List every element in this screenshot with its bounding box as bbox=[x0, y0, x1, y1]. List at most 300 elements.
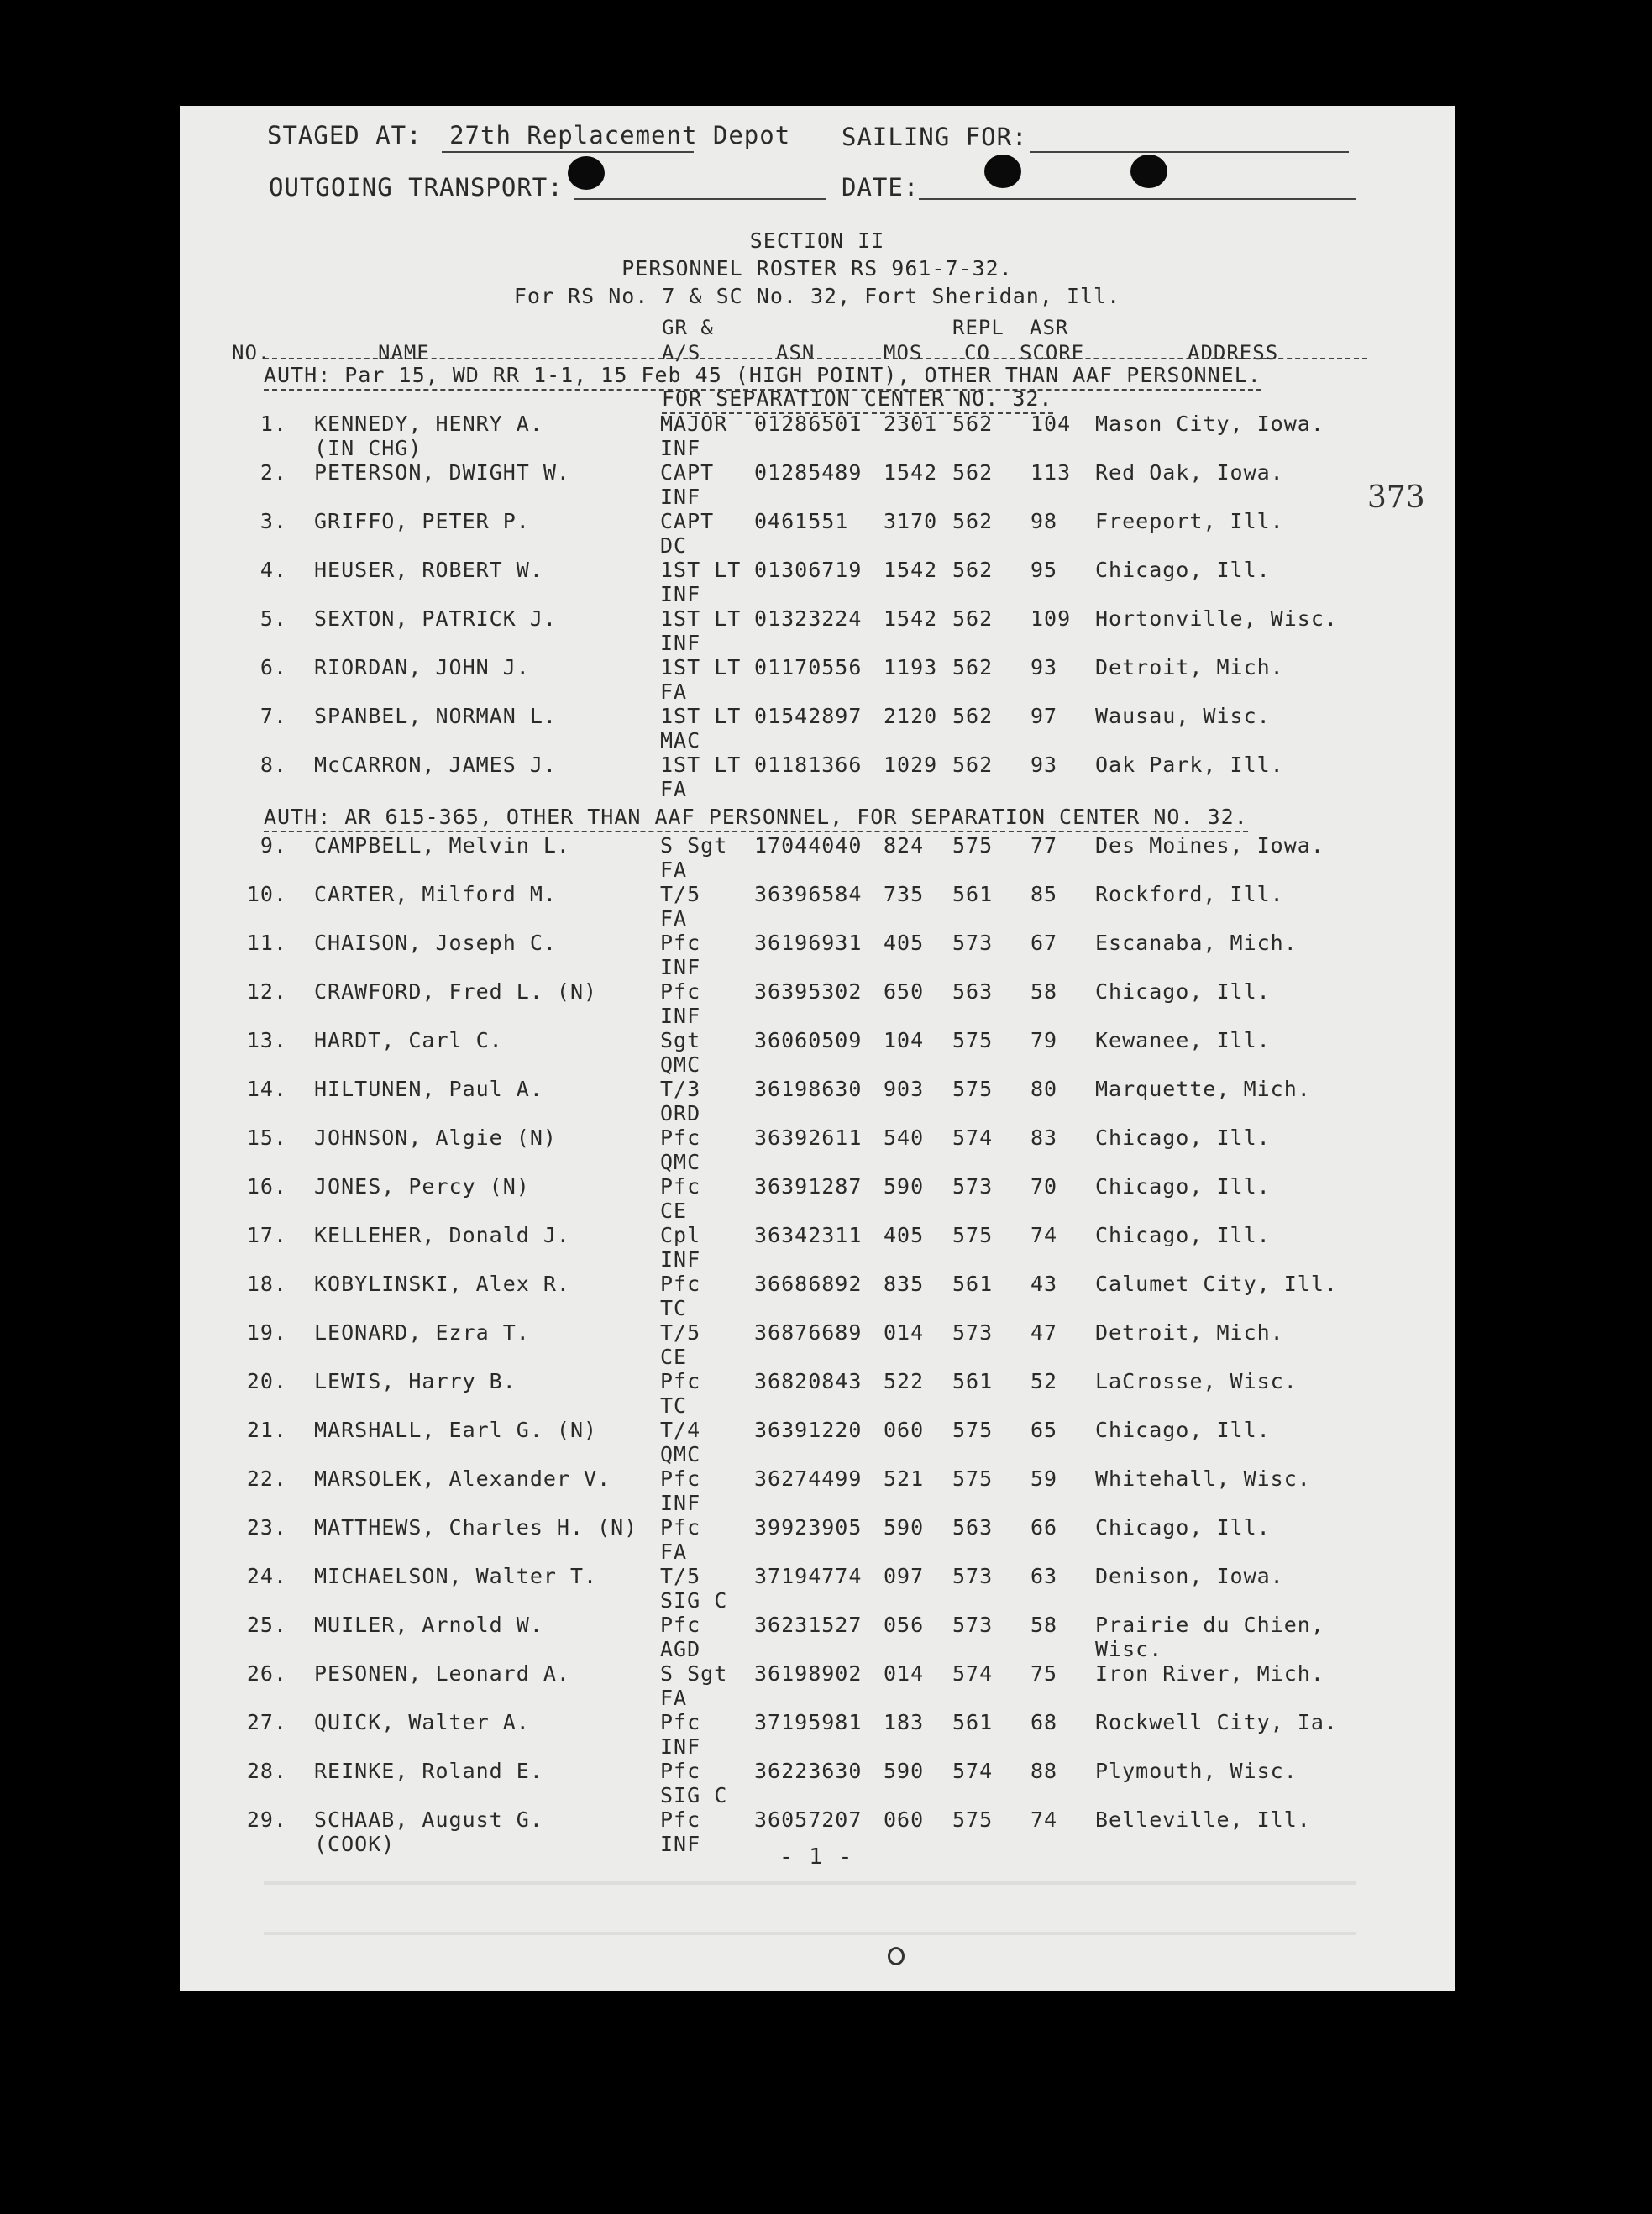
serial-number: 01542897 bbox=[754, 704, 863, 728]
mos-code: 835 bbox=[884, 1272, 925, 1296]
repl-company: 562 bbox=[952, 460, 994, 485]
address: Rockwell City, Ia. bbox=[1095, 1710, 1338, 1734]
asr-score: 52 bbox=[1031, 1369, 1058, 1393]
address: Prairie du Chien, bbox=[1095, 1613, 1324, 1637]
arm-of-service: FA bbox=[660, 858, 688, 882]
roster-row bbox=[180, 1174, 1455, 1223]
asr-score: 58 bbox=[1031, 979, 1058, 1004]
row-number: 10. bbox=[246, 882, 287, 906]
address: Rockford, Ill. bbox=[1095, 882, 1284, 906]
person-name: LEWIS, Harry B. bbox=[314, 1369, 517, 1393]
repl-company: 563 bbox=[952, 1515, 994, 1540]
person-name: CRAWFORD, Fred L. (N) bbox=[314, 979, 598, 1004]
person-name: QUICK, Walter A. bbox=[314, 1710, 530, 1734]
mos-code: 590 bbox=[884, 1174, 925, 1199]
roster-row bbox=[180, 1320, 1455, 1369]
roster-row bbox=[180, 1466, 1455, 1515]
person-name: CAMPBELL, Melvin L. bbox=[314, 833, 570, 858]
asr-score: 63 bbox=[1031, 1564, 1058, 1588]
col-repl-bottom: CO bbox=[964, 341, 990, 365]
repl-company: 563 bbox=[952, 979, 994, 1004]
address-cont: Wisc. bbox=[1095, 1637, 1163, 1661]
arm-of-service: CE bbox=[660, 1199, 688, 1223]
repl-company: 561 bbox=[952, 1710, 994, 1734]
sailing-for-label: SAILING FOR: bbox=[842, 123, 1028, 151]
repl-company: 573 bbox=[952, 1174, 994, 1199]
arm-of-service: SIG C bbox=[660, 1588, 728, 1613]
row-number: 15. bbox=[246, 1125, 287, 1150]
repl-company: 562 bbox=[952, 412, 994, 436]
staged-at-field bbox=[267, 121, 790, 150]
arm-of-service: SIG C bbox=[660, 1783, 728, 1807]
row-number: 16. bbox=[246, 1174, 287, 1199]
roster-row bbox=[180, 1272, 1455, 1320]
roster-subheading: For RS No. 7 & SC No. 32, Fort Sheridan, Ill. bbox=[513, 284, 1121, 308]
repl-company: 575 bbox=[952, 1466, 994, 1491]
section-2-authority: AUTH: AR 615-365, OTHER THAN AAF PERSONNEL, FOR SEPARATION CENTER NO. 32. bbox=[264, 805, 1248, 832]
serial-number: 36686892 bbox=[754, 1272, 863, 1296]
roster-row bbox=[180, 882, 1455, 931]
address: Chicago, Ill. bbox=[1095, 1223, 1271, 1247]
address: Wausau, Wisc. bbox=[1095, 704, 1271, 728]
staged-at-label: STAGED AT: bbox=[267, 121, 422, 150]
row-number: 20. bbox=[246, 1369, 287, 1393]
section-title bbox=[180, 228, 1329, 308]
person-name: KOBYLINSKI, Alex R. bbox=[314, 1272, 570, 1296]
person-name: LEONARD, Ezra T. bbox=[314, 1320, 530, 1345]
grade: Pfc bbox=[660, 1466, 701, 1491]
serial-number: 01323224 bbox=[754, 606, 863, 631]
row-number: 23. bbox=[246, 1515, 287, 1540]
address: Des Moines, Iowa. bbox=[1095, 833, 1324, 858]
asr-score: 98 bbox=[1031, 509, 1058, 533]
grade: Pfc bbox=[660, 931, 701, 955]
arm-of-service: FA bbox=[660, 1540, 688, 1564]
grade: Pfc bbox=[660, 1710, 701, 1734]
person-name: KELLEHER, Donald J. bbox=[314, 1223, 570, 1247]
serial-number: 36820843 bbox=[754, 1369, 863, 1393]
repl-company: 573 bbox=[952, 1564, 994, 1588]
roster-row bbox=[180, 509, 1455, 558]
serial-number: 36223630 bbox=[754, 1759, 863, 1783]
address: Chicago, Ill. bbox=[1095, 1125, 1271, 1150]
mos-code: 824 bbox=[884, 833, 925, 858]
mos-code: 540 bbox=[884, 1125, 925, 1150]
grade: 1ST LT bbox=[660, 606, 742, 631]
arm-of-service: INF bbox=[660, 955, 701, 979]
address: Chicago, Ill. bbox=[1095, 1174, 1271, 1199]
punch-hole bbox=[1130, 155, 1167, 188]
mos-code: 1542 bbox=[884, 460, 938, 485]
person-note: (IN CHG) bbox=[314, 436, 422, 460]
col-asr-bottom: SCORE bbox=[1020, 341, 1085, 365]
row-number: 13. bbox=[246, 1028, 287, 1052]
repl-company: 575 bbox=[952, 1077, 994, 1101]
repl-company: 573 bbox=[952, 1320, 994, 1345]
address: Freeport, Ill. bbox=[1095, 509, 1284, 533]
grade: 1ST LT bbox=[660, 558, 742, 582]
outgoing-transport-label: OUTGOING TRANSPORT: bbox=[269, 173, 564, 202]
asr-score: 59 bbox=[1031, 1466, 1058, 1491]
col-grade-top: GR & bbox=[662, 316, 714, 339]
repl-company: 574 bbox=[952, 1661, 994, 1686]
person-name: RIORDAN, JOHN J. bbox=[314, 655, 530, 679]
grade: CAPT bbox=[660, 509, 715, 533]
person-name: MARSOLEK, Alexander V. bbox=[314, 1466, 611, 1491]
date-label: DATE: bbox=[842, 173, 920, 202]
row-number: 17. bbox=[246, 1223, 287, 1247]
row-number: 6. bbox=[260, 655, 287, 679]
arm-of-service: FA bbox=[660, 679, 688, 704]
person-name: MATTHEWS, Charles H. (N) bbox=[314, 1515, 638, 1540]
roster-row bbox=[180, 1515, 1455, 1564]
asr-score: 93 bbox=[1031, 655, 1058, 679]
mos-code: 014 bbox=[884, 1320, 925, 1345]
grade: T/5 bbox=[660, 1564, 701, 1588]
grade: S Sgt bbox=[660, 1661, 728, 1686]
sailing-for-line bbox=[1030, 151, 1349, 153]
roster-row bbox=[180, 979, 1455, 1028]
mos-code: 2120 bbox=[884, 704, 938, 728]
grade: Pfc bbox=[660, 1369, 701, 1393]
address: LaCrosse, Wisc. bbox=[1095, 1369, 1298, 1393]
asr-score: 67 bbox=[1031, 931, 1058, 955]
arm-of-service: ORD bbox=[660, 1101, 701, 1125]
serial-number: 36057207 bbox=[754, 1807, 863, 1832]
roster-row bbox=[180, 1077, 1455, 1125]
address: Chicago, Ill. bbox=[1095, 979, 1271, 1004]
roster-row bbox=[180, 655, 1455, 704]
mos-code: 735 bbox=[884, 882, 925, 906]
repl-company: 561 bbox=[952, 1369, 994, 1393]
mos-code: 521 bbox=[884, 1466, 925, 1491]
roster-row bbox=[180, 753, 1455, 801]
roster-row bbox=[180, 1564, 1455, 1613]
section-heading: SECTION II bbox=[749, 228, 885, 253]
roster-page bbox=[180, 106, 1455, 1991]
mos-code: 056 bbox=[884, 1613, 925, 1637]
address: Iron River, Mich. bbox=[1095, 1661, 1324, 1686]
grade: 1ST LT bbox=[660, 753, 742, 777]
asr-score: 97 bbox=[1031, 704, 1058, 728]
repl-company: 562 bbox=[952, 509, 994, 533]
mos-code: 1542 bbox=[884, 606, 938, 631]
arm-of-service: INF bbox=[660, 582, 701, 606]
row-number: 26. bbox=[246, 1661, 287, 1686]
repl-company: 574 bbox=[952, 1125, 994, 1150]
section-1-authority: AUTH: Par 15, WD RR 1-1, 15 Feb 45 (HIGH POINT), OTHER THAN AAF PERSONNEL. bbox=[264, 363, 1261, 391]
roster-row bbox=[180, 460, 1455, 509]
roster-row bbox=[180, 1710, 1455, 1759]
address: Belleville, Ill. bbox=[1095, 1807, 1311, 1832]
person-note: (COOK) bbox=[314, 1832, 396, 1856]
person-name: MUILER, Arnold W. bbox=[314, 1613, 543, 1637]
grade: T/5 bbox=[660, 1320, 701, 1345]
asr-score: 47 bbox=[1031, 1320, 1058, 1345]
serial-number: 36392611 bbox=[754, 1125, 863, 1150]
address: Chicago, Ill. bbox=[1095, 1418, 1271, 1442]
asr-score: 75 bbox=[1031, 1661, 1058, 1686]
arm-of-service: AGD bbox=[660, 1637, 701, 1661]
person-name: REINKE, Roland E. bbox=[314, 1759, 543, 1783]
grade: Pfc bbox=[660, 1125, 701, 1150]
serial-number: 01286501 bbox=[754, 412, 863, 436]
arm-of-service: CE bbox=[660, 1345, 688, 1369]
mos-code: 405 bbox=[884, 1223, 925, 1247]
arm-of-service: INF bbox=[660, 1004, 701, 1028]
address: Plymouth, Wisc. bbox=[1095, 1759, 1298, 1783]
arm-of-service: MAC bbox=[660, 728, 701, 753]
staged-at-value: 27th Replacement Depot bbox=[449, 121, 791, 150]
grade: T/3 bbox=[660, 1077, 701, 1101]
row-number: 28. bbox=[246, 1759, 287, 1783]
address: Chicago, Ill. bbox=[1095, 1515, 1271, 1540]
grade: T/5 bbox=[660, 882, 701, 906]
arm-of-service: DC bbox=[660, 533, 688, 558]
roster-row bbox=[180, 1613, 1455, 1661]
serial-number: 01181366 bbox=[754, 753, 863, 777]
asr-score: 104 bbox=[1031, 412, 1072, 436]
col-repl-top: REPL bbox=[952, 316, 1004, 339]
asr-score: 85 bbox=[1031, 882, 1058, 906]
asr-score: 58 bbox=[1031, 1613, 1058, 1637]
arm-of-service: TC bbox=[660, 1296, 688, 1320]
row-number: 14. bbox=[246, 1077, 287, 1101]
repl-company: 575 bbox=[952, 1418, 994, 1442]
mos-code: 590 bbox=[884, 1759, 925, 1783]
grade: CAPT bbox=[660, 460, 715, 485]
asr-score: 65 bbox=[1031, 1418, 1058, 1442]
address: Detroit, Mich. bbox=[1095, 1320, 1284, 1345]
page-number: - 1 - bbox=[779, 1844, 854, 1870]
repl-company: 575 bbox=[952, 1223, 994, 1247]
roster-row bbox=[180, 931, 1455, 979]
asr-score: 80 bbox=[1031, 1077, 1058, 1101]
row-number: 19. bbox=[246, 1320, 287, 1345]
grade: Pfc bbox=[660, 1807, 701, 1832]
serial-number: 36342311 bbox=[754, 1223, 863, 1247]
mos-code: 060 bbox=[884, 1807, 925, 1832]
person-name: JOHNSON, Algie (N) bbox=[314, 1125, 557, 1150]
grade: Pfc bbox=[660, 1613, 701, 1637]
arm-of-service: INF bbox=[660, 1491, 701, 1515]
grade: Cpl bbox=[660, 1223, 701, 1247]
asr-score: 74 bbox=[1031, 1807, 1058, 1832]
grade: Pfc bbox=[660, 979, 701, 1004]
col-address: ADDRESS bbox=[1188, 341, 1279, 365]
row-number: 29. bbox=[246, 1807, 287, 1832]
roster-row bbox=[180, 833, 1455, 882]
arm-of-service: INF bbox=[660, 1832, 701, 1856]
serial-number: 0461551 bbox=[754, 509, 849, 533]
address: Kewanee, Ill. bbox=[1095, 1028, 1271, 1052]
person-name: KENNEDY, HENRY A. bbox=[314, 412, 543, 436]
serial-number: 36274499 bbox=[754, 1466, 863, 1491]
row-number: 3. bbox=[260, 509, 287, 533]
serial-number: 36391220 bbox=[754, 1418, 863, 1442]
roster-row bbox=[180, 412, 1455, 460]
roster-row bbox=[180, 1125, 1455, 1174]
outgoing-transport-line bbox=[574, 198, 826, 200]
mos-code: 590 bbox=[884, 1515, 925, 1540]
arm-of-service: FA bbox=[660, 906, 688, 931]
arm-of-service: INF bbox=[660, 485, 701, 509]
person-name: CARTER, Milford M. bbox=[314, 882, 557, 906]
grade: 1ST LT bbox=[660, 704, 742, 728]
repl-company: 561 bbox=[952, 882, 994, 906]
repl-company: 561 bbox=[952, 1272, 994, 1296]
row-number: 22. bbox=[246, 1466, 287, 1491]
address: Red Oak, Iowa. bbox=[1095, 460, 1284, 485]
arm-of-service: INF bbox=[660, 631, 701, 655]
arm-of-service: FA bbox=[660, 1686, 688, 1710]
row-number: 2. bbox=[260, 460, 287, 485]
repl-company: 562 bbox=[952, 704, 994, 728]
asr-score: 43 bbox=[1031, 1272, 1058, 1296]
arm-of-service: INF bbox=[660, 1247, 701, 1272]
address: Escanaba, Mich. bbox=[1095, 931, 1298, 955]
roster-row bbox=[180, 1028, 1455, 1077]
date-line bbox=[919, 198, 1356, 200]
mos-code: 060 bbox=[884, 1418, 925, 1442]
staged-at-underline bbox=[442, 151, 694, 153]
address: Detroit, Mich. bbox=[1095, 655, 1284, 679]
roster-row bbox=[180, 704, 1455, 753]
mos-code: 1029 bbox=[884, 753, 938, 777]
serial-number: 36060509 bbox=[754, 1028, 863, 1052]
mos-code: 1193 bbox=[884, 655, 938, 679]
asr-score: 79 bbox=[1031, 1028, 1058, 1052]
roster-row bbox=[180, 1223, 1455, 1272]
mos-code: 903 bbox=[884, 1077, 925, 1101]
arm-of-service: QMC bbox=[660, 1150, 701, 1174]
col-asn: ASN bbox=[776, 341, 816, 365]
mos-code: 104 bbox=[884, 1028, 925, 1052]
serial-number: 01306719 bbox=[754, 558, 863, 582]
grade: Pfc bbox=[660, 1174, 701, 1199]
roster-heading: PERSONNEL ROSTER RS 961-7-32. bbox=[621, 256, 1013, 281]
arm-of-service: INF bbox=[660, 1734, 701, 1759]
col-no: NO. bbox=[232, 341, 271, 365]
roster-row bbox=[180, 558, 1455, 606]
repl-company: 574 bbox=[952, 1759, 994, 1783]
serial-number: 36198902 bbox=[754, 1661, 863, 1686]
address: Oak Park, Ill. bbox=[1095, 753, 1284, 777]
repl-company: 562 bbox=[952, 753, 994, 777]
address: Hortonville, Wisc. bbox=[1095, 606, 1338, 631]
person-name: MARSHALL, Earl G. (N) bbox=[314, 1418, 598, 1442]
person-name: McCARRON, JAMES J. bbox=[314, 753, 557, 777]
serial-number: 36231527 bbox=[754, 1613, 863, 1637]
serial-number: 36395302 bbox=[754, 979, 863, 1004]
repl-company: 562 bbox=[952, 558, 994, 582]
serial-number: 37195981 bbox=[754, 1710, 863, 1734]
col-asr-top: ASR bbox=[1030, 316, 1069, 339]
grade: 1ST LT bbox=[660, 655, 742, 679]
section-1-authority-cont: FOR SEPARATION CENTER NO. 32. bbox=[662, 386, 1053, 414]
mos-code: 522 bbox=[884, 1369, 925, 1393]
mos-code: 1542 bbox=[884, 558, 938, 582]
serial-number: 36198630 bbox=[754, 1077, 863, 1101]
row-number: 9. bbox=[260, 833, 287, 858]
arm-of-service: FA bbox=[660, 777, 688, 801]
arm-of-service: QMC bbox=[660, 1442, 701, 1466]
col-name: NAME bbox=[378, 341, 430, 365]
asr-score: 70 bbox=[1031, 1174, 1058, 1199]
roster-row bbox=[180, 606, 1455, 655]
address: Chicago, Ill. bbox=[1095, 558, 1271, 582]
arm-of-service: INF bbox=[660, 436, 701, 460]
row-number: 21. bbox=[246, 1418, 287, 1442]
page-stamp-number: 373 bbox=[1367, 480, 1425, 515]
person-name: HEUSER, ROBERT W. bbox=[314, 558, 543, 582]
serial-number: 37194774 bbox=[754, 1564, 863, 1588]
bleed-through bbox=[264, 1870, 1356, 1991]
row-number: 18. bbox=[246, 1272, 287, 1296]
serial-number: 36391287 bbox=[754, 1174, 863, 1199]
row-number: 12. bbox=[246, 979, 287, 1004]
asr-score: 88 bbox=[1031, 1759, 1058, 1783]
roster-row bbox=[180, 1369, 1455, 1418]
serial-number: 36876689 bbox=[754, 1320, 863, 1345]
repl-company: 575 bbox=[952, 1028, 994, 1052]
asr-score: 113 bbox=[1031, 460, 1072, 485]
repl-company: 562 bbox=[952, 655, 994, 679]
repl-company: 573 bbox=[952, 931, 994, 955]
serial-number: 01170556 bbox=[754, 655, 863, 679]
asr-score: 66 bbox=[1031, 1515, 1058, 1540]
address: Mason City, Iowa. bbox=[1095, 412, 1324, 436]
repl-company: 562 bbox=[952, 606, 994, 631]
mos-code: 014 bbox=[884, 1661, 925, 1686]
mos-code: 3170 bbox=[884, 509, 938, 533]
column-header-row bbox=[180, 311, 1455, 370]
mos-code: 097 bbox=[884, 1564, 925, 1588]
grade: Pfc bbox=[660, 1759, 701, 1783]
asr-score: 93 bbox=[1031, 753, 1058, 777]
mos-code: 405 bbox=[884, 931, 925, 955]
person-name: PESONEN, Leonard A. bbox=[314, 1661, 570, 1686]
arm-of-service: QMC bbox=[660, 1052, 701, 1077]
person-name: SEXTON, PATRICK J. bbox=[314, 606, 557, 631]
address: Marquette, Mich. bbox=[1095, 1077, 1311, 1101]
punch-hole bbox=[568, 156, 605, 190]
asr-score: 95 bbox=[1031, 558, 1058, 582]
mos-code: 2301 bbox=[884, 412, 938, 436]
row-number: 11. bbox=[246, 931, 287, 955]
grade: Pfc bbox=[660, 1515, 701, 1540]
repl-company: 575 bbox=[952, 1807, 994, 1832]
repl-company: 573 bbox=[952, 1613, 994, 1637]
mos-code: 183 bbox=[884, 1710, 925, 1734]
row-number: 24. bbox=[246, 1564, 287, 1588]
person-name: MICHAELSON, Walter T. bbox=[314, 1564, 598, 1588]
roster-row bbox=[180, 1661, 1455, 1710]
staple-mark-icon bbox=[888, 1947, 905, 1965]
address: Denison, Iowa. bbox=[1095, 1564, 1284, 1588]
row-number: 5. bbox=[260, 606, 287, 631]
row-number: 8. bbox=[260, 753, 287, 777]
serial-number: 17044040 bbox=[754, 833, 863, 858]
grade: S Sgt bbox=[660, 833, 728, 858]
grade: T/4 bbox=[660, 1418, 701, 1442]
row-number: 25. bbox=[246, 1613, 287, 1637]
serial-number: 36396584 bbox=[754, 882, 863, 906]
roster-row bbox=[180, 1418, 1455, 1466]
person-name: PETERSON, DWIGHT W. bbox=[314, 460, 570, 485]
grade: MAJOR bbox=[660, 412, 728, 436]
col-mos: MOS bbox=[884, 341, 923, 365]
